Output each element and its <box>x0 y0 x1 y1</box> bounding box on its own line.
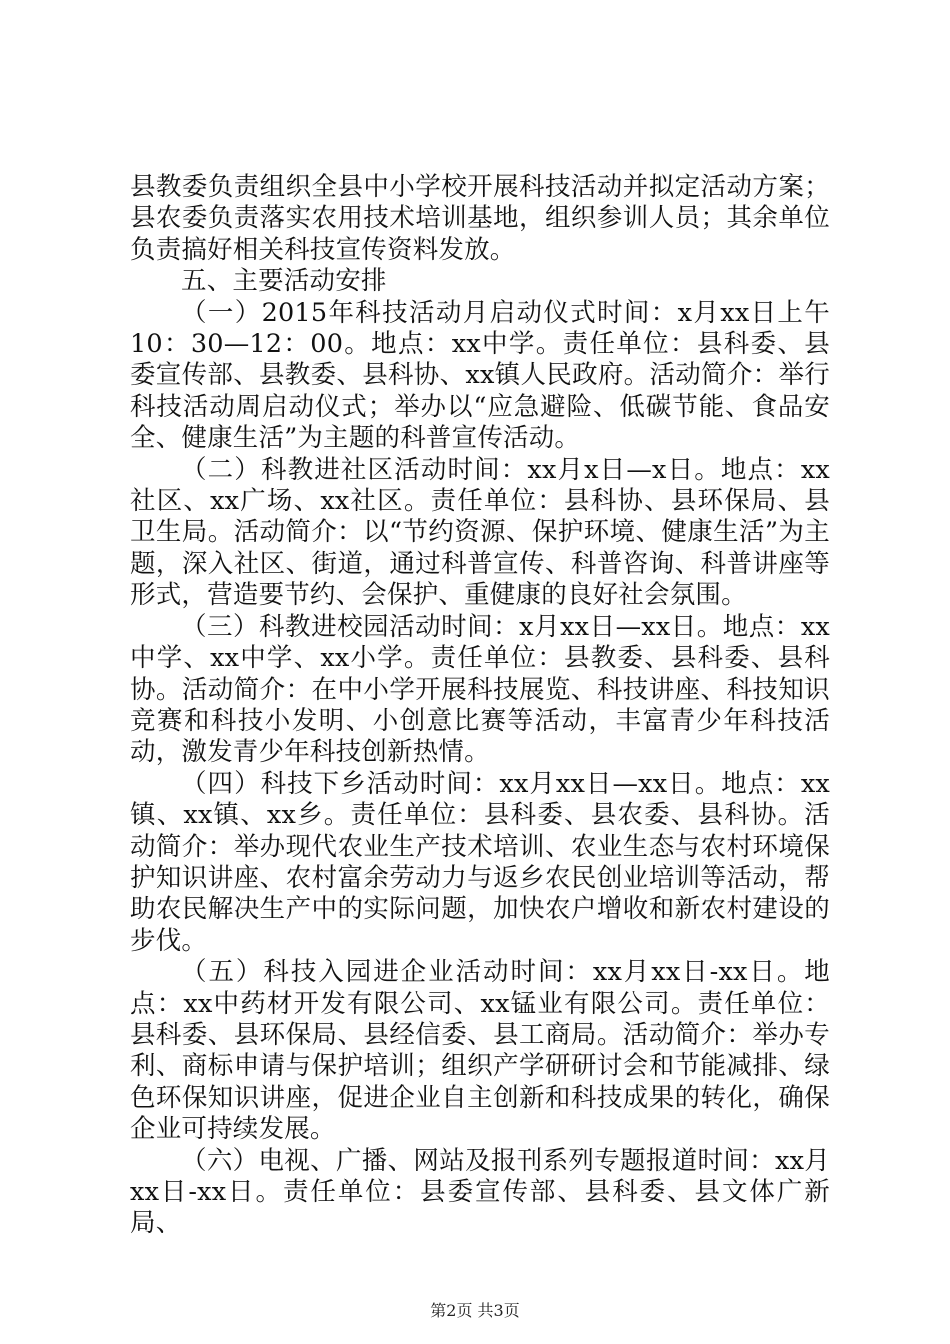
section-heading-main-activities: 五、主要活动安排 <box>181 266 387 297</box>
paragraph-activity-2-community: （二）科教进社区活动时间：xx月x日—x日。地点：xx社区、xx广场、xx社区。责任单位：县科协、县环保局、县卫生局。活动简介：以“节约资源、保护环境、健康生活”为主题，深入社区、街道，通过科普宣传、科普咨询、科普讲座等形式，营造要节约、会保护、重健康的良好社会氛围。 <box>130 454 830 611</box>
paragraph-responsibilities: 县教委负责组织全县中小学校开展科技活动并拟定活动方案；县农委负责落实农用技术培训基地，组织参训人员；其余单位负责搞好相关科技宣传资料发放。 <box>130 172 830 265</box>
paragraph-activity-5-enterprise: （五）科技入园进企业活动时间：xx月xx日-xx日。地点：xx中药材开发有限公司、xx锰业有限公司。责任单位：县科委、县环保局、县经信委、县工商局。活动简介：举办专利、商标申请与保护培训；组织产学研研讨会和节能减排、绿色环保知识讲座，促进企业自主创新和科技成果的转化，确保企业可持续发展。 <box>130 957 830 1145</box>
paragraph-activity-4-countryside: （四）科技下乡活动时间：xx月xx日—xx日。地点：xx镇、xx镇、xx乡。责任单位：县科委、县农委、县科协。活动简介：举办现代农业生产技术培训、农业生态与农村环境保护知识讲座、农村富余劳动力与返乡农民创业培训等活动，帮助农民解决生产中的实际问题，加快农户增收和新农村建设的步伐。 <box>130 768 830 956</box>
page-footer: 第2页 共3页 <box>430 1301 520 1320</box>
paragraph-activity-6-media: （六）电视、广播、网站及报刊系列专题报道时间：xx月xx日-xx日。责任单位：县委宣传部、县科委、县文体广新局、 <box>130 1145 830 1239</box>
paragraph-activity-3-campus: （三）科教进校园活动时间：x月xx日—xx日。地点：xx中学、xx中学、xx小学。责任单位：县教委、县科委、县科协。活动简介：在中小学开展科技展览、科技讲座、科技知识竞赛和科技小发明、小创意比赛等活动，丰富青少年科技活动，激发青少年科技创新热情。 <box>130 611 830 768</box>
document-body <box>130 172 830 1240</box>
paragraph-activity-1-launch: （一）2015年科技活动月启动仪式时间：x月xx日上午10：30—12：00。地点：xx中学。责任单位：县科委、县委宣传部、县教委、县科协、xx镇人民政府。活动简介：举行科技活动周启动仪式；举办以“应急避险、低碳节能、食品安全、健康生活”为主题的科普宣传活动。 <box>130 297 830 454</box>
